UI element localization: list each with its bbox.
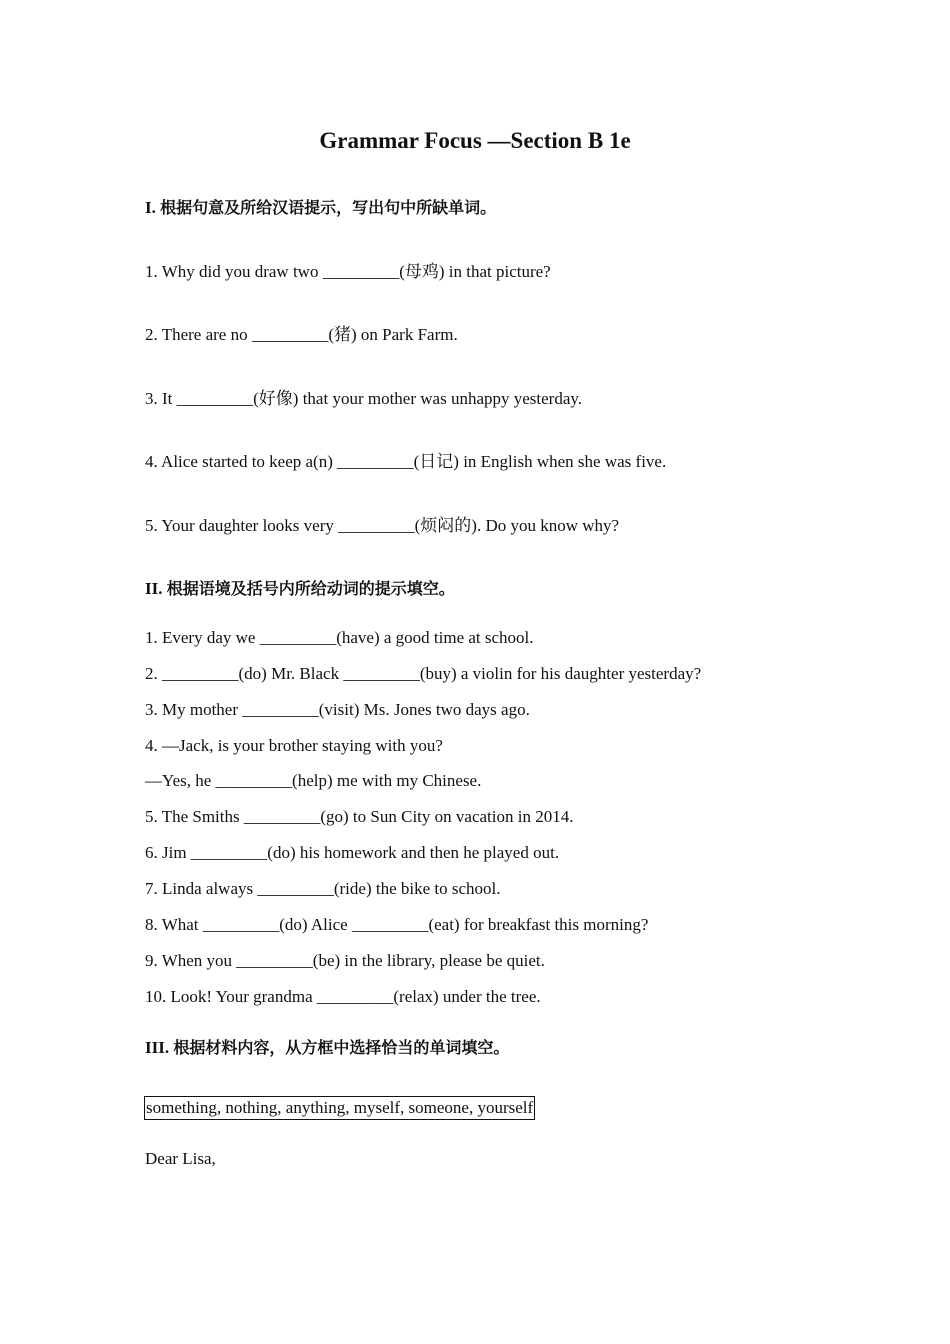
section-2-question: 8. What _________(do) Alice _________(eat) for breakfast this morning? <box>145 915 649 934</box>
section-2-heading <box>145 577 455 601</box>
section-1-question: 3. It _________(好像) that your mother was unhappy yesterday. <box>145 389 583 408</box>
section-1-question: 2. There are no _________(猪) on Park Farm. <box>145 325 458 344</box>
section-2-question: 7. Linda always _________(ride) the bike to school. <box>145 879 501 898</box>
section-2-question: 10. Look! Your grandma _________(relax) under the tree. <box>145 987 541 1006</box>
section-1-question: 4. Alice started to keep a(n) _________(日记) in English when she was five. <box>145 452 667 471</box>
page-title: Grammar Focus —Section B 1e <box>319 128 631 153</box>
section-2-question: 2. _________(do) Mr. Black _________(buy) a violin for his daughter yesterday? <box>145 664 702 683</box>
section-3-number: III. <box>145 1038 170 1057</box>
word-bank-box: something, nothing, anything, myself, someone, yourself <box>144 1096 535 1120</box>
letter-greeting: Dear Lisa, <box>145 1149 216 1168</box>
section-1-question: 5. Your daughter looks very _________(烦闷的). Do you know why? <box>145 516 620 535</box>
section-1-instruction: 根据句意及所给汉语提示，写出句中所缺单词。 <box>160 198 497 217</box>
section-2-question: 4. —Jack, is your brother staying with you? <box>145 736 443 755</box>
section-1-heading <box>145 196 496 220</box>
section-3-heading <box>145 1036 509 1060</box>
section-2-question: 3. My mother _________(visit) Ms. Jones two days ago. <box>145 700 530 719</box>
section-2-number: II. <box>145 579 163 598</box>
section-3-instruction: 根据材料内容，从方框中选择恰当的单词填空。 <box>173 1038 510 1057</box>
section-2-question: 6. Jim _________(do) his homework and then he played out. <box>145 843 560 862</box>
section-2-question: 9. When you _________(be) in the library, please be quiet. <box>145 951 545 970</box>
section-2-instruction: 根据语境及括号内所给动词的提示填空。 <box>166 579 455 598</box>
section-2-question: —Yes, he _________(help) me with my Chinese. <box>145 771 482 790</box>
section-2-question: 5. The Smiths _________(go) to Sun City on vacation in 2014. <box>145 807 574 826</box>
section-1-question: 1. Why did you draw two _________(母鸡) in that picture? <box>145 262 551 281</box>
section-1-number: I. <box>145 198 156 217</box>
section-2-question: 1. Every day we _________(have) a good time at school. <box>145 628 534 647</box>
